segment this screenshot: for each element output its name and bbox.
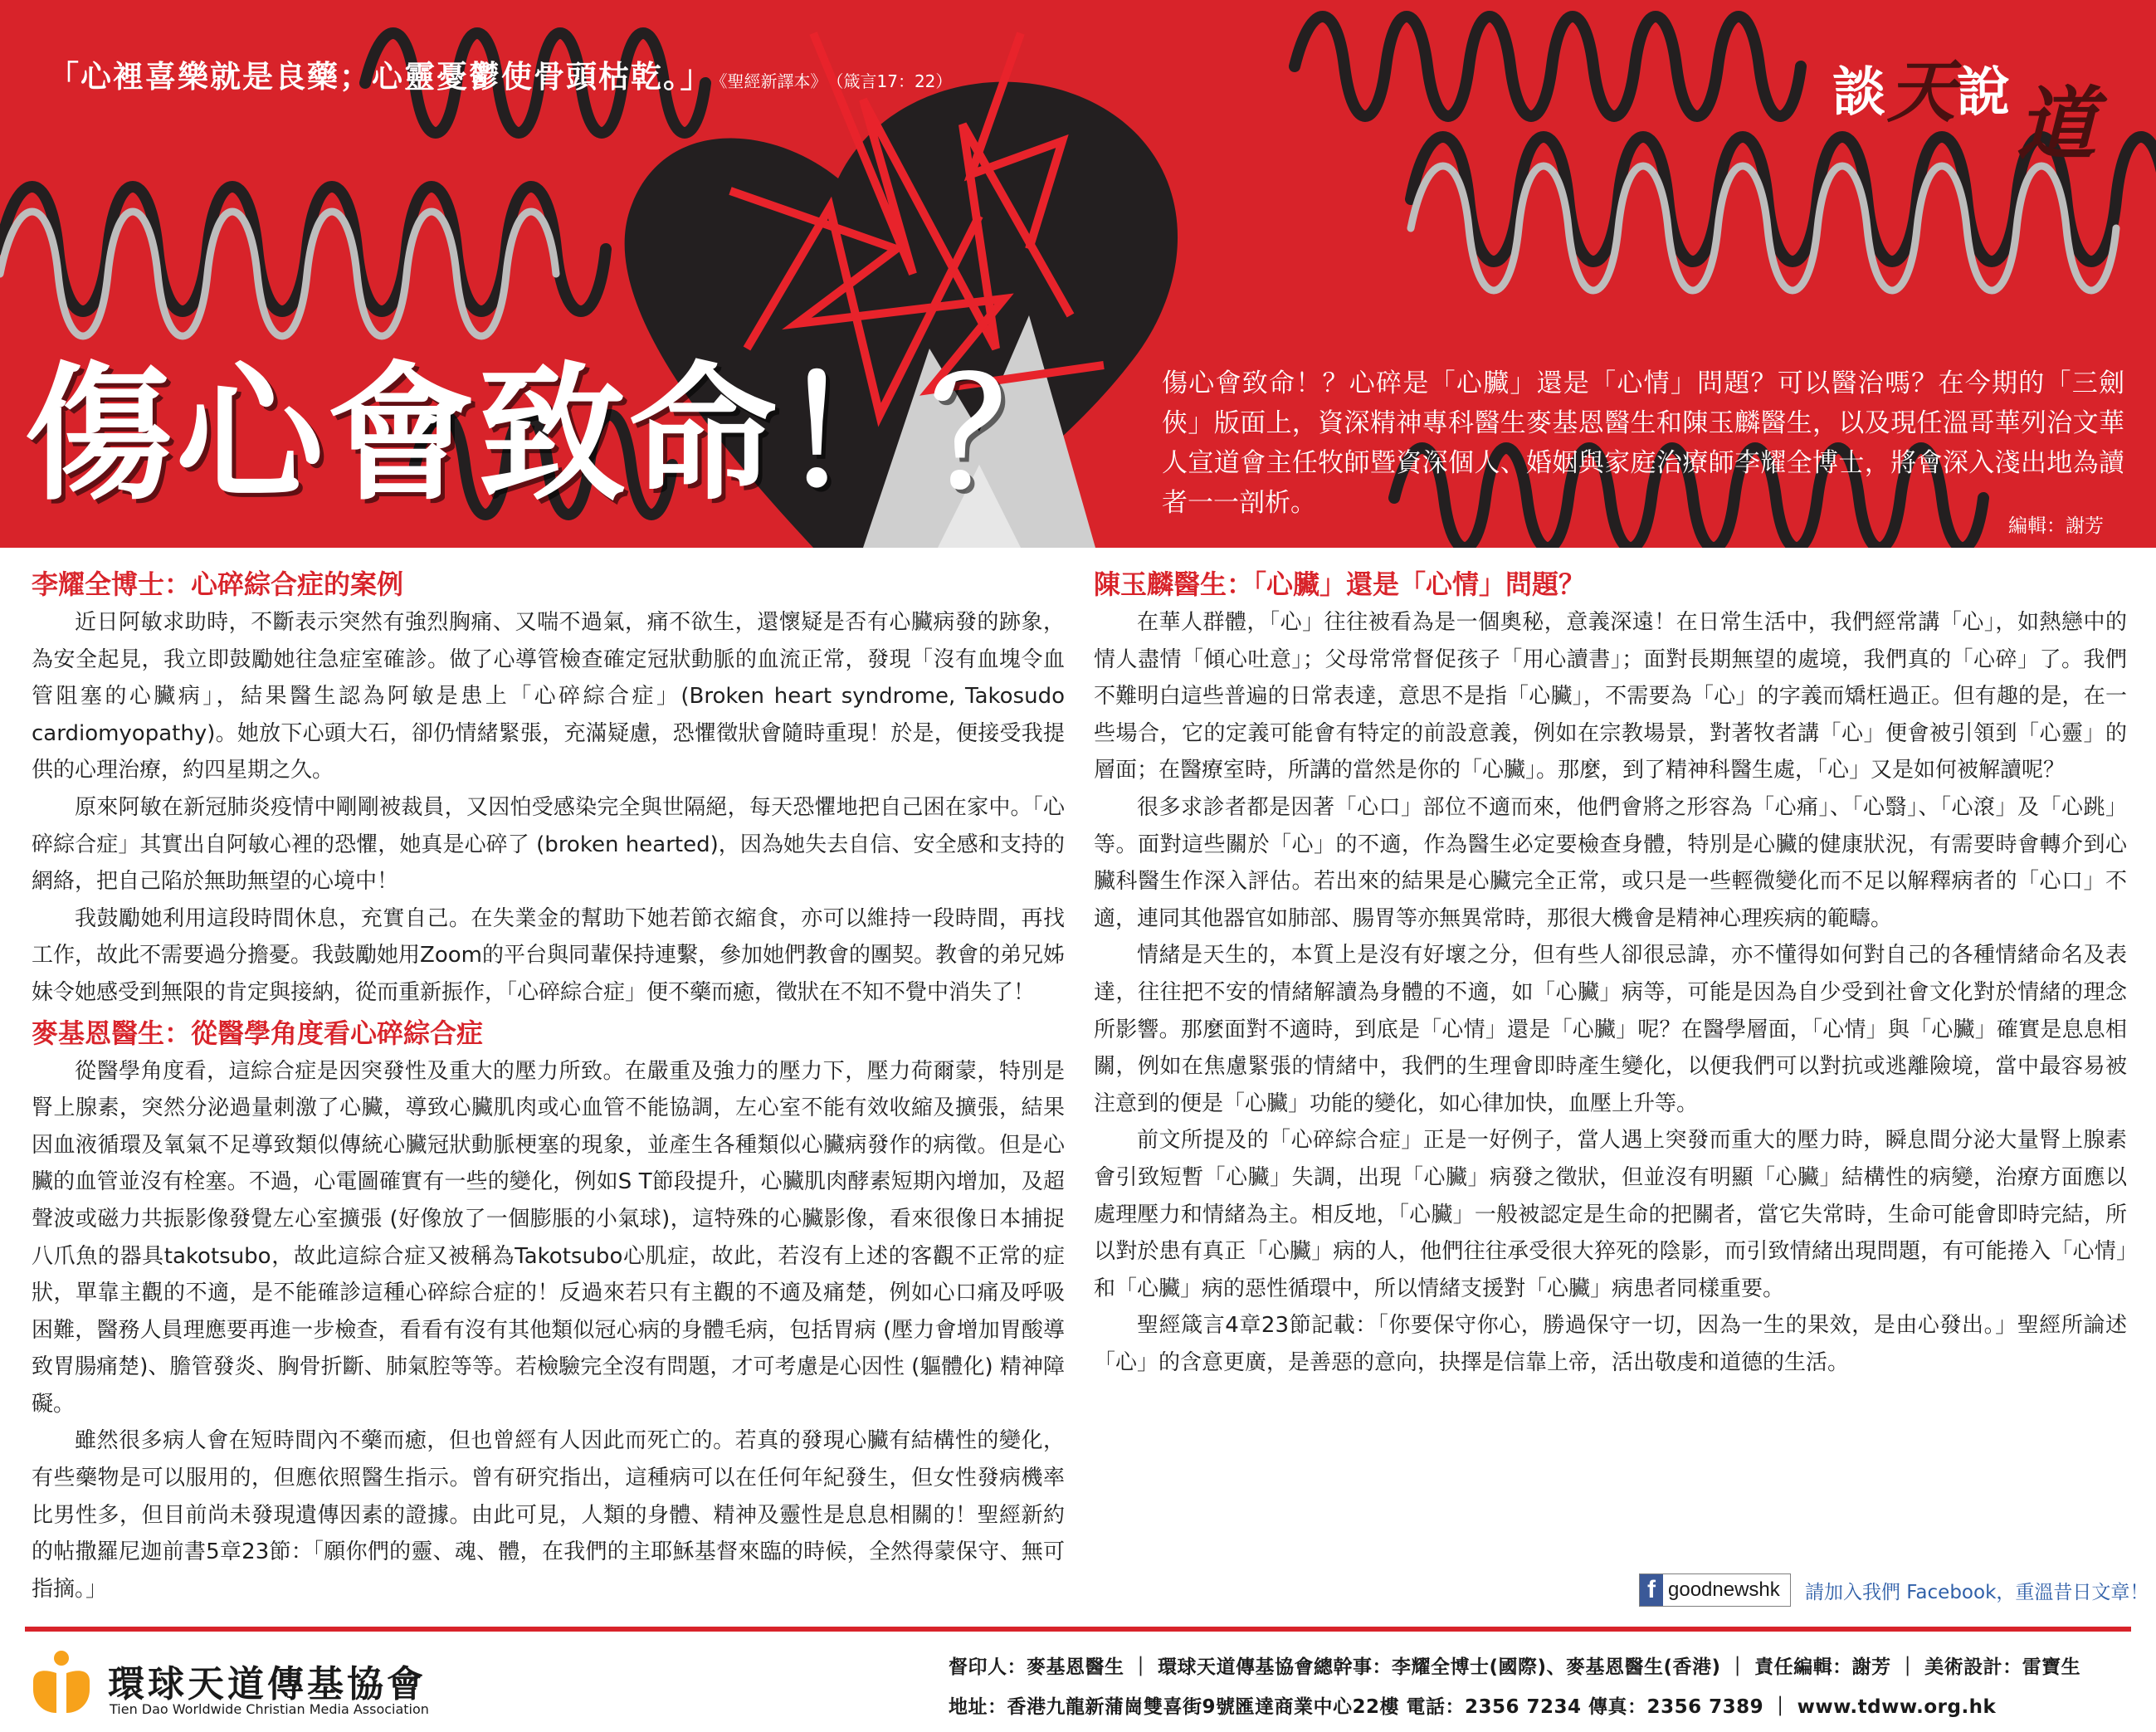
section-title-medical-view: 麥基恩醫生：從醫學角度看心碎綜合症 [32, 1017, 484, 1049]
column-logo-char-3: 說 [1957, 61, 2010, 124]
intro-text: 傷心會致命！？心碎是「心臟」還是「心情」問題？可以醫治嗎？在今期的「三劍俠」版面上，資深精神專科醫生麥基恩醫生和陳玉麟醫生，以及現任溫哥華列治文華人宣道會主任牧師暨資深個人、婚姻與家庭治療師李耀全博士，將會深入淺出地為讀者一一剖析。 [1162, 368, 2124, 518]
verse-quote [48, 51, 952, 96]
facebook-handle: goodnewshk [1668, 1578, 1780, 1601]
column-logo [1832, 33, 2131, 171]
page-title: 傷心會致命！？ [25, 349, 1082, 520]
facebook-call-to-action[interactable]: 請加入我們 Facebook，重溫昔日文章！ [1805, 1582, 2149, 1603]
verse-reference: （箴言17：22） [835, 71, 953, 91]
header-banner [0, 0, 2156, 548]
column-logo-char-1: 談 [1832, 61, 1885, 124]
article-paragraph: 聖經箴言4章23節記載：「你要保守你心，勝過保守一切，因為一生的果效，是由心發出。」聖經所論述「心」的含意更廣，是善惡的意向，抉擇是信靠上帝，活出敬虔和道德的生活。 [1094, 1313, 2127, 1375]
article-paragraph: 從醫學角度看，這綜合症是因突發性及重大的壓力所致。在嚴重及強力的壓力下，壓力荷爾蒙，特別是腎上腺素，突然分泌過量刺激了心臟，導致心臟肌肉或心血管不能協調，左心室不能有效收縮及擴張，結果因血液循環及氧氣不足導致類似傳統心臟冠狀動脈梗塞的現象，並產生各種類似心臟病發作的病徵。但是心臟的血管並沒有栓塞。不過，心電圖確實有一些的變化，例如S T節段提升，心臟肌肉酵素短期內增加，及超聲波或磁力共振影像發覺左心室擴張 (好像放了一個膨脹的小氣球)，這特殊的心臟影像，看來很像日本捕捉八爪魚的器具takotsubo，故此這綜合症又被稱為Takotsubo心肌症，故此，若沒有上述的客觀不正常的症狀，單靠主觀的不適，是不能確診這種心碎綜合症的！反過來若只有主觀的不適及痛楚，例如心口痛及呼吸困難，醫務人員理應要再進一步檢查，看看有沒有其他類似冠心病的身體毛病，包括胃病 (壓力會增加胃酸導致胃腸痛楚)、膽管發炎、胸骨折斷、肺氣腔等等。若檢驗完全沒有問題，才可考慮是心因性 (軀體化) 精神障礙。 [32, 1058, 1065, 1417]
facebook-link[interactable] [1639, 1573, 1791, 1607]
article-paragraph: 情緒是天生的，本質上是沒有好壞之分，但有些人卻很忌諱，亦不懂得如何對自己的各種情緒命名及表達，往往把不安的情緒解讀為身體的不適，如「心臟」病等，可能是因為自少受到社會文化對於情緒的理念所影響。那麼面對不適時，到底是「心情」還是「心臟」呢？在醫學層面，「心情」與「心臟」確實是息息相關，例如在焦慮緊張的情緒中，我們的生理會即時產生變化，以便我們可以對抗或逃離險境，當中最容易被注意到的便是「心臟」功能的變化，如心律加快，血壓上升等。 [1094, 943, 2127, 1116]
article-paragraph: 原來阿敏在新冠肺炎疫情中剛剛被裁員，又因怕受感染完全與世隔絕，每天恐懼地把自己困在家中。「心碎綜合症」其實出自阿敏心裡的恐懼，她真是心碎了 (broken hearted)，因為她失去自信、安全感和支持的網絡，把自己陷於無助無望的心境中！ [32, 794, 1065, 895]
article-paragraph: 雖然很多病人會在短時間內不藥而癒，但也曾經有人因此而死亡的。若真的發現心臟有結構性的變化，有些藥物是可以服用的，但應依照醫生指示。曾有研究指出，這種病可以在任何年紀發生，但女性發病機率比男性多，但目前尚未發現遺傳因素的證據。由此可見，人類的身體、精神及靈性是息息相關的！聖經新約的帖撒羅尼迦前書5章23節：「願你們的靈、魂、體，在我們的主耶穌基督來臨的時候，全然得蒙保守、無可指摘。」 [32, 1428, 1065, 1602]
left-column [32, 564, 1065, 1608]
editor-credit: 編輯：謝芳 [2008, 515, 2104, 537]
org-name: 環球天道傳基協會 [108, 1663, 427, 1705]
footer-divider [25, 1627, 2131, 1632]
article-paragraph: 在華人群體，「心」往往被看為是一個奧秘，意義深遠！在日常生活中，我們經常講「心」，如熱戀中的情人盡情「傾心吐意」；父母常常督促孩子「用心讀書」；面對長期無望的處境，我們真的「心碎」了。我們不難明白這些普遍的日常表達，意思不是指「心臟」，不需要為「心」的字義而矯枉過正。但有趣的是，在一些場合，它的定義可能會有特定的前設意義，例如在宗教場景，對著牧者講「心」便會被引領到「心靈」的層面；在醫療室時，所講的當然是你的「心臟」。那麼，到了精神科醫生處，「心」又是如何被解讀呢？ [1094, 610, 2127, 783]
column-logo-char-4: 道 [2017, 77, 2096, 171]
article-paragraph: 前文所提及的「心碎綜合症」正是一好例子，當人遇上突發而重大的壓力時，瞬息間分泌大量腎上腺素會引致短暫「心臟」失調，出現「心臟」病發之徵狀，但並沒有明顯「心臟」結構性的病變，治療方面應以處理壓力和情緒為主。相反地，「心臟」一般被認定是生命的把關者，當它失常時，生命可能會即時完結，所以對於患有真正「心臟」病的人，他們往往承受很大猝死的陰影，而引致情緒出現問題，有可能捲入「心情」和「心臟」病的惡性循環中，所以情緒支援對「心臟」病患者同樣重要。 [1094, 1128, 2127, 1301]
verse-source: 《聖經新譯本》 [719, 71, 827, 91]
org-name-english: Tien Dao Worldwide Christian Media Association [110, 1701, 429, 1717]
contact-address: 地址：香港九龍新蒲崗雙喜街9號匯達商業中心22樓 電話：2356 7234 傳真：2356 7389 ｜ www.tdww.org.hk [949, 1696, 1997, 1718]
verse-text: 「心裡喜樂就是良藥；心靈憂鬱使骨頭枯乾。」 [48, 59, 713, 95]
article-paragraph: 我鼓勵她利用這段時間休息，充實自己。在失業金的幫助下她若節衣縮食，亦可以維持一段時間，再找工作，故此不需要過分擔憂。我鼓勵她用Zoom的平台與同輩保持連繫，參加她們教會的團契。教會的弟兄姊妹令她感受到無限的肯定與接納，從而重新振作，「心碎綜合症」便不藥而癒，徵狀在不知不覺中消失了！ [32, 905, 1065, 1005]
section-title-case-study: 李耀全博士：心碎綜合症的案例 [32, 568, 404, 600]
org-logo-icon [28, 1648, 95, 1715]
publication-credits: 督印人：麥基恩醫生 ｜ 環球天道傳基協會總幹事：李耀全博士(國際)、麥基恩醫生(香港) ｜ 責任編輯：謝芳 ｜ 美術設計：雷寶生 [949, 1656, 2081, 1678]
right-column [1094, 564, 2127, 1381]
article-paragraph: 近日阿敏求助時，不斷表示突然有強烈胸痛、又喘不過氣，痛不欲生，還懷疑是否有心臟病發的跡象，為安全起見，我立即鼓勵她往急症室確診。做了心導管檢查確定冠狀動脈的血流正常，發現「沒有血塊令血管阻塞的心臟病」，結果醫生認為阿敏是患上「心碎綜合症」(Broken heart syndrome, Takosudo cardiomyopathy)。她放下心頭大石，卻仍情緒緊張，充滿疑慮，恐懼徵狀會隨時重現！於是，便接受我提供的心理治療，約四星期之久。 [32, 610, 1065, 783]
column-logo-char-2: 天 [1887, 52, 1955, 132]
section-title-heart-or-mood: 陳玉麟醫生：「心臟」還是「心情」問題？ [1094, 568, 1586, 600]
article-paragraph: 很多求診者都是因著「心口」部位不適而來，他們會將之形容為「心痛」、「心翳」、「心滾」及「心跳」等。面對這些關於「心」的不適，作為醫生必定要檢查身體，特別是心臟的健康狀況，有需要時會轉介到心臟科醫生作深入評估。若出來的結果是心臟完全正常，或只是一些輕微變化而不足以解釋病者的「心口」不適，連同其他器官如肺部、腸胃等亦無異常時，那很大機會是精神心理疾病的範疇。 [1094, 794, 2127, 931]
facebook-icon: f [1640, 1574, 1663, 1606]
